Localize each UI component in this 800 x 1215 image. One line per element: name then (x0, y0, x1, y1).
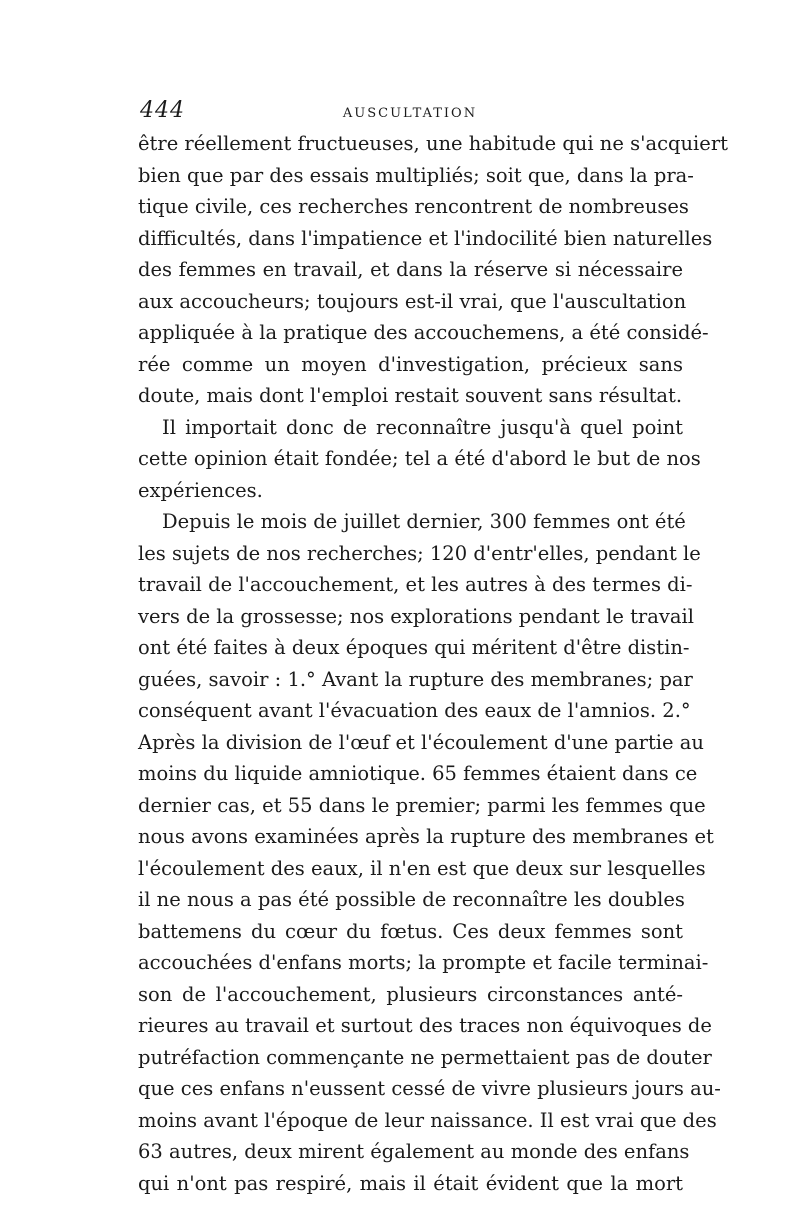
text-line: moins avant l'époque de leur naissance. Il est vrai que des (138, 1108, 717, 1132)
text-line: appliquée à la pratique des accouchemens, a été considé- (138, 321, 709, 344)
text-line: putréfaction commençante ne permettaient pas de douter (138, 1045, 712, 1069)
running-head: AUSCULTATION (342, 106, 478, 121)
text-line: doute, mais dont l'emploi restait souvent sans résultat. (138, 384, 683, 407)
text-line: cette opinion était fondée; tel a été d'abord le but de nos (138, 447, 701, 470)
text-line: vers de la grossesse; nos explorations pendant le travail (138, 604, 694, 628)
text-line: aux accoucheurs; toujours est-il vrai, que l'auscultation (138, 289, 687, 313)
text-line: ont été faites à deux époques qui méritent d'être distin- (138, 636, 690, 659)
text-line: des femmes en travail, et dans la réserve si nécessaire (138, 258, 683, 281)
text-line: accouchées d'enfans morts; la prompte et facile terminai- (138, 951, 709, 974)
text-line: rieures au travail et surtout des traces non équivoques de (138, 1014, 712, 1037)
text-line: 63 autres, deux mirent également au monde des enfans (138, 1140, 690, 1163)
text-line: être réellement fructueuses, une habitude qui ne s'acquiert (138, 132, 728, 155)
paragraph-first-line: Il importait donc de reconnaître jusqu'à quel point (162, 415, 683, 439)
text-line: expériences. (138, 478, 263, 502)
text-line: Après la division de l'œuf et l'écoulement d'une partie au (138, 730, 704, 754)
text-line: rée comme un moyen d'investigation, précieux sans (138, 352, 683, 376)
paragraph-first-line: Depuis le mois de juillet dernier, 300 femmes ont été (162, 510, 686, 533)
text-line: il ne nous a pas été possible de reconnaître les doubles (138, 888, 685, 911)
text-line: travail de l'accouchement, et les autres à des termes di- (138, 573, 693, 596)
text-line: son de l'accouchement, plusieurs circonstances anté- (138, 982, 683, 1006)
text-line: difficultés, dans l'impatience et l'indocilité bien naturelles (138, 226, 713, 250)
page-header (140, 98, 680, 128)
text-line: tique civile, ces recherches rencontrent de nombreuses (138, 195, 689, 218)
page-number: 444 (140, 98, 185, 123)
text-line: bien que par des essais multipliés; soit que, dans la pra- (138, 163, 694, 187)
text-line: conséquent avant l'évacuation des eaux de l'amnios. 2.° (138, 699, 691, 722)
text-line: les sujets de nos recherches; 120 d'entr'elles, pendant le (138, 541, 701, 565)
text-line: moins du liquide amniotique. 65 femmes étaient dans ce (138, 762, 698, 785)
text-line: guées, savoir : 1.° Avant la rupture des membranes; par (138, 667, 693, 691)
text-line: l'écoulement des eaux, il n'en est que deux sur lesquelles (138, 856, 706, 880)
text-line: dernier cas, et 55 dans le premier; parmi les femmes que (138, 793, 706, 817)
text-line: nous avons examinées après la rupture des membranes et (138, 825, 714, 848)
body-text (138, 128, 728, 1199)
text-line: battemens du cœur du fœtus. Ces deux femmes sont (138, 919, 683, 943)
text-line: que ces enfans n'eussent cessé de vivre plusieurs jours au- (138, 1077, 721, 1100)
text-line: qui n'ont pas respiré, mais il était évident que la mort (138, 1171, 683, 1195)
